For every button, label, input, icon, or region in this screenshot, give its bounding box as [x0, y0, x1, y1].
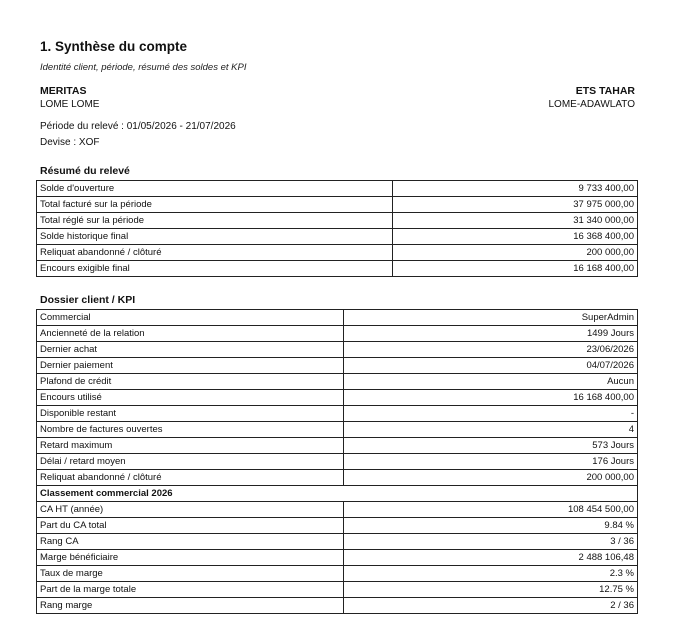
row-label: Reliquat abandonné / clôturé	[37, 245, 393, 261]
table-row	[37, 261, 638, 277]
table-row	[37, 245, 638, 261]
row-value: 12.75 %	[344, 582, 638, 598]
row-value: 16 168 400,00	[344, 390, 638, 406]
table-row	[37, 502, 638, 518]
table-row	[37, 213, 638, 229]
row-label: Délai / retard moyen	[37, 454, 344, 470]
table-row	[37, 470, 638, 486]
table-row	[37, 358, 638, 374]
row-label: Reliquat abandonné / clôturé	[37, 470, 344, 486]
row-label: Taux de marge	[37, 566, 344, 582]
row-label: Part de la marge totale	[37, 582, 344, 598]
row-value: 9.84 %	[344, 518, 638, 534]
row-label: Solde d'ouverture	[37, 181, 393, 197]
table-row	[37, 566, 638, 582]
classement-header-row	[37, 486, 638, 502]
row-label: Marge bénéficiaire	[37, 550, 344, 566]
row-value: 2.3 %	[344, 566, 638, 582]
statement-currency: Devise : XOF	[40, 137, 100, 148]
row-value: 2 488 106,48	[344, 550, 638, 566]
table-row	[37, 534, 638, 550]
table-row	[37, 326, 638, 342]
table-row	[37, 454, 638, 470]
row-value: 200 000,00	[393, 245, 638, 261]
resume-title: Résumé du relevé	[40, 165, 130, 177]
row-value: SuperAdmin	[344, 310, 638, 326]
row-label: CA HT (année)	[37, 502, 344, 518]
row-label: Part du CA total	[37, 518, 344, 534]
row-value: 9 733 400,00	[393, 181, 638, 197]
row-value: 573 Jours	[344, 438, 638, 454]
row-value: 16 368 400,00	[393, 229, 638, 245]
table-row	[37, 229, 638, 245]
row-value: 31 340 000,00	[393, 213, 638, 229]
row-value: 200 000,00	[344, 470, 638, 486]
table-row	[37, 550, 638, 566]
row-value: 3 / 36	[344, 534, 638, 550]
row-value: 4	[344, 422, 638, 438]
row-value: Aucun	[344, 374, 638, 390]
row-label: Retard maximum	[37, 438, 344, 454]
resume-table	[36, 180, 638, 277]
row-label: Commercial	[37, 310, 344, 326]
row-label: Disponible restant	[37, 406, 344, 422]
company-name: ETS TAHAR	[575, 85, 635, 97]
section-subtitle: Identité client, période, résumé des soldes et KPI	[40, 62, 247, 73]
table-row	[37, 181, 638, 197]
row-label: Dernier paiement	[37, 358, 344, 374]
client-name: MERITAS	[40, 85, 87, 97]
section-title: 1. Synthèse du compte	[40, 39, 188, 54]
row-value: 1499 Jours	[344, 326, 638, 342]
kpi-table	[36, 309, 638, 614]
row-label: Rang marge	[37, 598, 344, 614]
row-label: Encours exigible final	[37, 261, 393, 277]
table-row	[37, 422, 638, 438]
row-label: Solde historique final	[37, 229, 393, 245]
row-label: Nombre de factures ouvertes	[37, 422, 344, 438]
table-row	[37, 582, 638, 598]
table-row	[37, 406, 638, 422]
table-row	[37, 518, 638, 534]
company-city: LOME-ADAWLATO	[548, 99, 635, 110]
client-city: LOME LOME	[40, 99, 100, 110]
row-value: 23/06/2026	[344, 342, 638, 358]
row-value: -	[344, 406, 638, 422]
row-label: Ancienneté de la relation	[37, 326, 344, 342]
table-row	[37, 374, 638, 390]
row-label: Total facturé sur la période	[37, 197, 393, 213]
table-row	[37, 342, 638, 358]
row-value: 16 168 400,00	[393, 261, 638, 277]
row-value: 176 Jours	[344, 454, 638, 470]
row-value: 37 975 000,00	[393, 197, 638, 213]
table-row	[37, 438, 638, 454]
row-value: 04/07/2026	[344, 358, 638, 374]
table-row	[37, 390, 638, 406]
row-label: Dernier achat	[37, 342, 344, 358]
row-label: Encours utilisé	[37, 390, 344, 406]
statement-period: Période du relevé : 01/05/2026 - 21/07/2026	[40, 121, 236, 132]
table-row	[37, 598, 638, 614]
row-label: Rang CA	[37, 534, 344, 550]
row-label: Total réglé sur la période	[37, 213, 393, 229]
kpi-title: Dossier client / KPI	[40, 294, 136, 306]
row-value: 2 / 36	[344, 598, 638, 614]
table-row	[37, 197, 638, 213]
table-row	[37, 310, 638, 326]
row-value: 108 454 500,00	[344, 502, 638, 518]
row-label: Plafond de crédit	[37, 374, 344, 390]
classement-title: Classement commercial 2026	[37, 486, 638, 502]
